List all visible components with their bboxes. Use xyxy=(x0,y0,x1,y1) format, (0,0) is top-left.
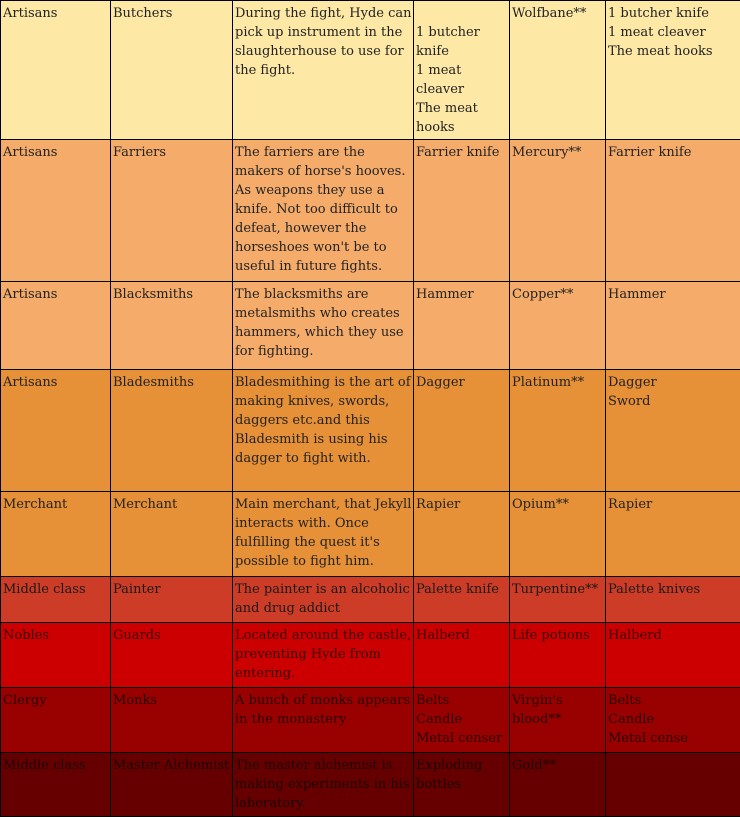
description-cell: A bunch of monks appears in the monastery xyxy=(233,688,414,753)
enemy-cell: Bladesmiths xyxy=(111,370,233,492)
drops-cell: Halberd xyxy=(606,623,740,688)
ingredient-cell: Virgin's blood** xyxy=(510,688,606,753)
description-cell: The farriers are the makers of horse's hooves. As weapons they use a knife. Not too difficult to defeat, however the horseshoes won't be to useful in future fights. xyxy=(233,140,414,282)
description-cell: Main merchant, that Jekyll interacts with. Once fulfilling the quest it's possible to fight him. xyxy=(233,492,414,577)
weapons-cell: Palette knife xyxy=(414,577,510,623)
drops-cell: Palette knives xyxy=(606,577,740,623)
weapons-cell: Halberd xyxy=(414,623,510,688)
weapons-cell: Belts Candle Metal censer xyxy=(414,688,510,753)
group-cell: Clergy xyxy=(1,688,111,753)
drops-cell: Farrier knife xyxy=(606,140,740,282)
table-row xyxy=(1,753,740,817)
weapons-cell: Farrier knife xyxy=(414,140,510,282)
table-row xyxy=(1,1,740,140)
group-cell: Nobles xyxy=(1,623,111,688)
ingredient-cell: Platinum** xyxy=(510,370,606,492)
table-row xyxy=(1,688,740,753)
table-row xyxy=(1,370,740,492)
ingredient-cell: Opium** xyxy=(510,492,606,577)
drops-cell xyxy=(606,753,740,817)
enemy-cell: Monks xyxy=(111,688,233,753)
description-cell: Located around the castle, preventing Hyde from entering. xyxy=(233,623,414,688)
enemy-table-body xyxy=(1,1,740,817)
enemy-cell: Guards xyxy=(111,623,233,688)
description-cell: The master alchemist is making experiments in his laboratory. xyxy=(233,753,414,817)
group-cell: Middle class xyxy=(1,753,111,817)
table-row xyxy=(1,577,740,623)
drops-cell: Hammer xyxy=(606,282,740,370)
enemy-cell: Farriers xyxy=(111,140,233,282)
drops-cell: Rapier xyxy=(606,492,740,577)
ingredient-cell: Life potions xyxy=(510,623,606,688)
enemy-cell: Blacksmiths xyxy=(111,282,233,370)
weapons-cell: Dagger xyxy=(414,370,510,492)
ingredient-cell: Turpentine** xyxy=(510,577,606,623)
ingredient-cell: Copper** xyxy=(510,282,606,370)
table-row xyxy=(1,492,740,577)
enemy-cell: Painter xyxy=(111,577,233,623)
group-cell: Merchant xyxy=(1,492,111,577)
ingredient-cell: Wolfbane** xyxy=(510,1,606,140)
group-cell: Artisans xyxy=(1,140,111,282)
group-cell: Artisans xyxy=(1,282,111,370)
table-row xyxy=(1,623,740,688)
weapons-cell: 1 butcher knife 1 meat cleaver The meat hooks xyxy=(414,1,510,140)
drops-cell: Belts Candle Metal cense xyxy=(606,688,740,753)
group-cell: Artisans xyxy=(1,370,111,492)
enemy-cell: Merchant xyxy=(111,492,233,577)
enemy-cell: Butchers xyxy=(111,1,233,140)
group-cell: Artisans xyxy=(1,1,111,140)
ingredient-cell: Mercury** xyxy=(510,140,606,282)
enemy-cell: Master Alchemist xyxy=(111,753,233,817)
drops-cell: 1 butcher knife 1 meat cleaver The meat hooks xyxy=(606,1,740,140)
weapons-cell: Rapier xyxy=(414,492,510,577)
description-cell: The painter is an alcoholic and drug addict xyxy=(233,577,414,623)
table-row xyxy=(1,140,740,282)
description-cell: Bladesmithing is the art of making knives, swords, daggers etc.and this Bladesmith is using his dagger to fight with. xyxy=(233,370,414,492)
weapons-cell: Hammer xyxy=(414,282,510,370)
drops-cell: Dagger Sword xyxy=(606,370,740,492)
ingredient-cell: Gold** xyxy=(510,753,606,817)
group-cell: Middle class xyxy=(1,577,111,623)
weapons-cell: Exploding bottles xyxy=(414,753,510,817)
description-cell: During the fight, Hyde can pick up instrument in the slaughterhouse to use for the fight. xyxy=(233,1,414,140)
table-row xyxy=(1,282,740,370)
description-cell: The blacksmiths are metalsmiths who creates hammers, which they use for fighting. xyxy=(233,282,414,370)
